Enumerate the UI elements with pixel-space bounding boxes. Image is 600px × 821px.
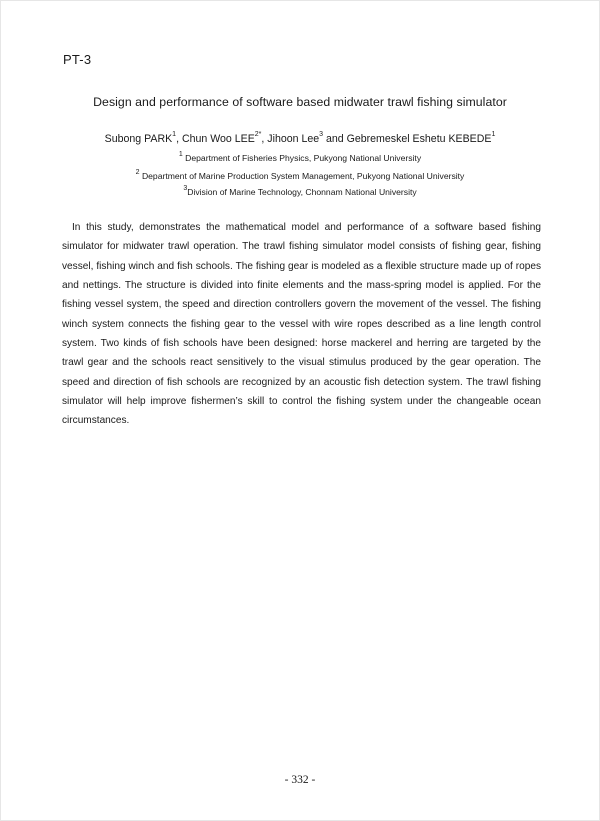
author-affiliation-marker: 1	[172, 131, 177, 138]
author-name: Chun Woo LEE	[181, 133, 255, 145]
affiliation-marker: 1	[178, 151, 183, 158]
author-list	[1, 133, 599, 145]
author-separator: ,	[261, 133, 268, 145]
affiliation-text: Department of Fisheries Physics, Pukyong National University	[185, 153, 422, 163]
affiliation	[1, 171, 599, 181]
affiliation	[1, 187, 599, 197]
author-separator: ,	[176, 133, 182, 145]
author-name: Gebremeskel Eshetu KEBEDE	[346, 133, 492, 145]
affiliation-text: Department of Marine Production System Management, Pukyong National University	[141, 171, 465, 181]
author-affiliation-marker: 1	[491, 131, 496, 138]
affiliation	[1, 153, 599, 163]
affiliation-marker: 3	[183, 185, 188, 192]
session-code: PT-3	[63, 52, 92, 67]
abstract-paragraph: In this study, demonstrates the mathematical model and performance of a software based fishing simulator for midwater trawl operation. The trawl fishing simulator model consists of fishing gear, fishing vessel, fishing winch and fish schools. The fishing gear is modeled as a flexible structure made up of ropes and nettings. The structure is divided into finite elements and the mass-spring model is applied. For the fishing vessel system, the speed and direction controllers govern the movement of the vessel. The fishing winch system connects the fishing gear to the vessel with wire ropes described as a line length control system. Two kinds of fish schools have been designed: horse mackerel and herring are targeted by the trawl gear and the schools react sensitively to the visual stimulus produced by the gear operation. The speed and direction of fish schools are recognized by an acoustic fish detection system. The trawl fishing simulator will help improve fishermen’s skill to control the fishing system under the changeable ocean circumstances.	[62, 222, 541, 427]
page-number: - 332 -	[284, 774, 316, 786]
author-separator: and	[323, 133, 347, 145]
author-name: Jihoon Lee	[267, 133, 320, 145]
author-name: Subong PARK	[104, 133, 173, 145]
affiliation-text: Division of Marine Technology, Chonnam National University	[187, 187, 417, 197]
paper-title: Design and performance of software based midwater trawl fishing simulator	[93, 95, 507, 109]
affiliation-marker: 2	[135, 169, 140, 176]
author-affiliation-marker: 2*	[254, 131, 262, 138]
author-affiliation-marker: 3	[319, 131, 324, 138]
